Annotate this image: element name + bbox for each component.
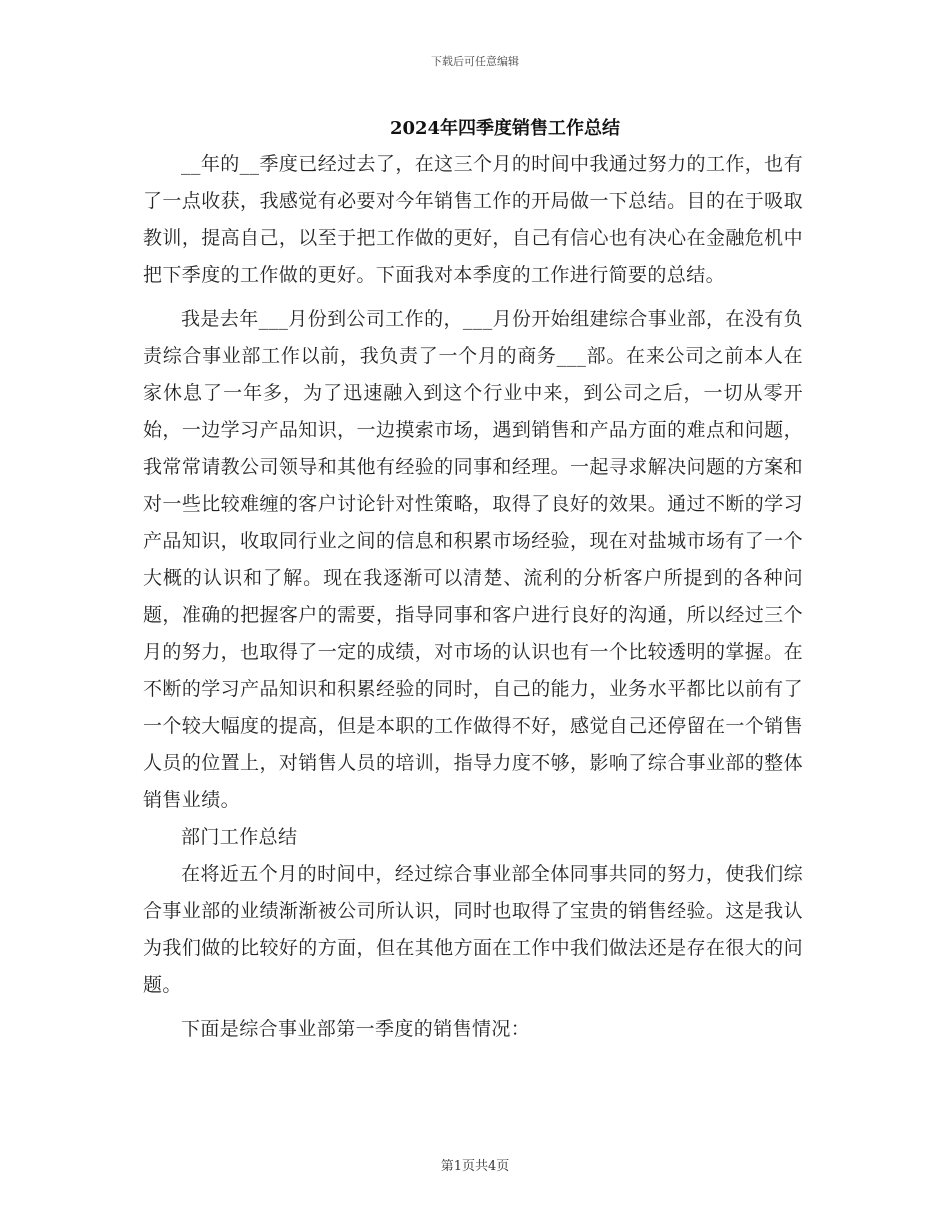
page-number-footer: 第1页共4页 (440, 1159, 510, 1174)
paragraph-sales-intro: 下面是综合事业部第一季度的销售情况： (181, 1018, 531, 1040)
document-title: 2024年四季度销售工作总结 (389, 118, 621, 139)
paragraph-department-summary: 在将近五个月的时间中，经过综合事业部全体同事共同的努力，使我们综合事业部的业绩渐渐被公司所认识，同时也取得了宝贵的销售经验。这是我认为我们做的比较好的方面，但在其他方面在工作中我们做法还是存在很大的问题。 (143, 863, 803, 996)
paragraph-personal-summary: 我是去年___月份到公司工作的，___月份开始组建综合事业部，在没有负责综合事业部工作以前，我负责了一个月的商务___部。在来公司之前本人在家休息了一年多，为了迅速融入到这个行业中来，到公司之后，一切从零开始，一边学习产品知识，一边摸索市场，遇到销售和产品方面的难点和问题，我常常请教公司领导和其他有经验的同事和经理。一起寻求解决问题的方案和对一些比较难缠的客户讨论针对性策略，取得了良好的效果。通过不断的学习产品知识，收取同行业之间的信息和积累市场经验，现在对盐城市场有了一个大概的认识和了解。现在我逐渐可以清楚、流利的分析客户所提到的各种问题，准确的把握客户的需要，指导同事和客户进行良好的沟通，所以经过三个月的努力，也取得了一定的成绩，对市场的认识也有一个比较透明的掌握。在不断的学习产品知识和积累经验的同时，自己的能力，业务水平都比以前有了一个较大幅度的提高，但是本职的工作做得不好，感觉自己还停留在一个销售人员的位置上，对销售人员的培训，指导力度不够，影响了综合事业部的整体销售业绩。 (143, 308, 804, 811)
header-note: 下载后可任意编辑 (431, 55, 519, 68)
document-body (143, 146, 803, 1048)
paragraph-intro: __年的__季度已经过去了，在这三个月的时间中我通过努力的工作，也有了一点收获，我感觉有必要对今年销售工作的开局做一下总结。目的在于吸取教训，提高自己，以至于把工作做的更好，自己有信心也有决心在金融危机中把下季度的工作做的更好。下面我对本季度的工作进行简要的总结。 (143, 153, 803, 286)
section-heading-department: 部门工作总结 (181, 826, 298, 848)
